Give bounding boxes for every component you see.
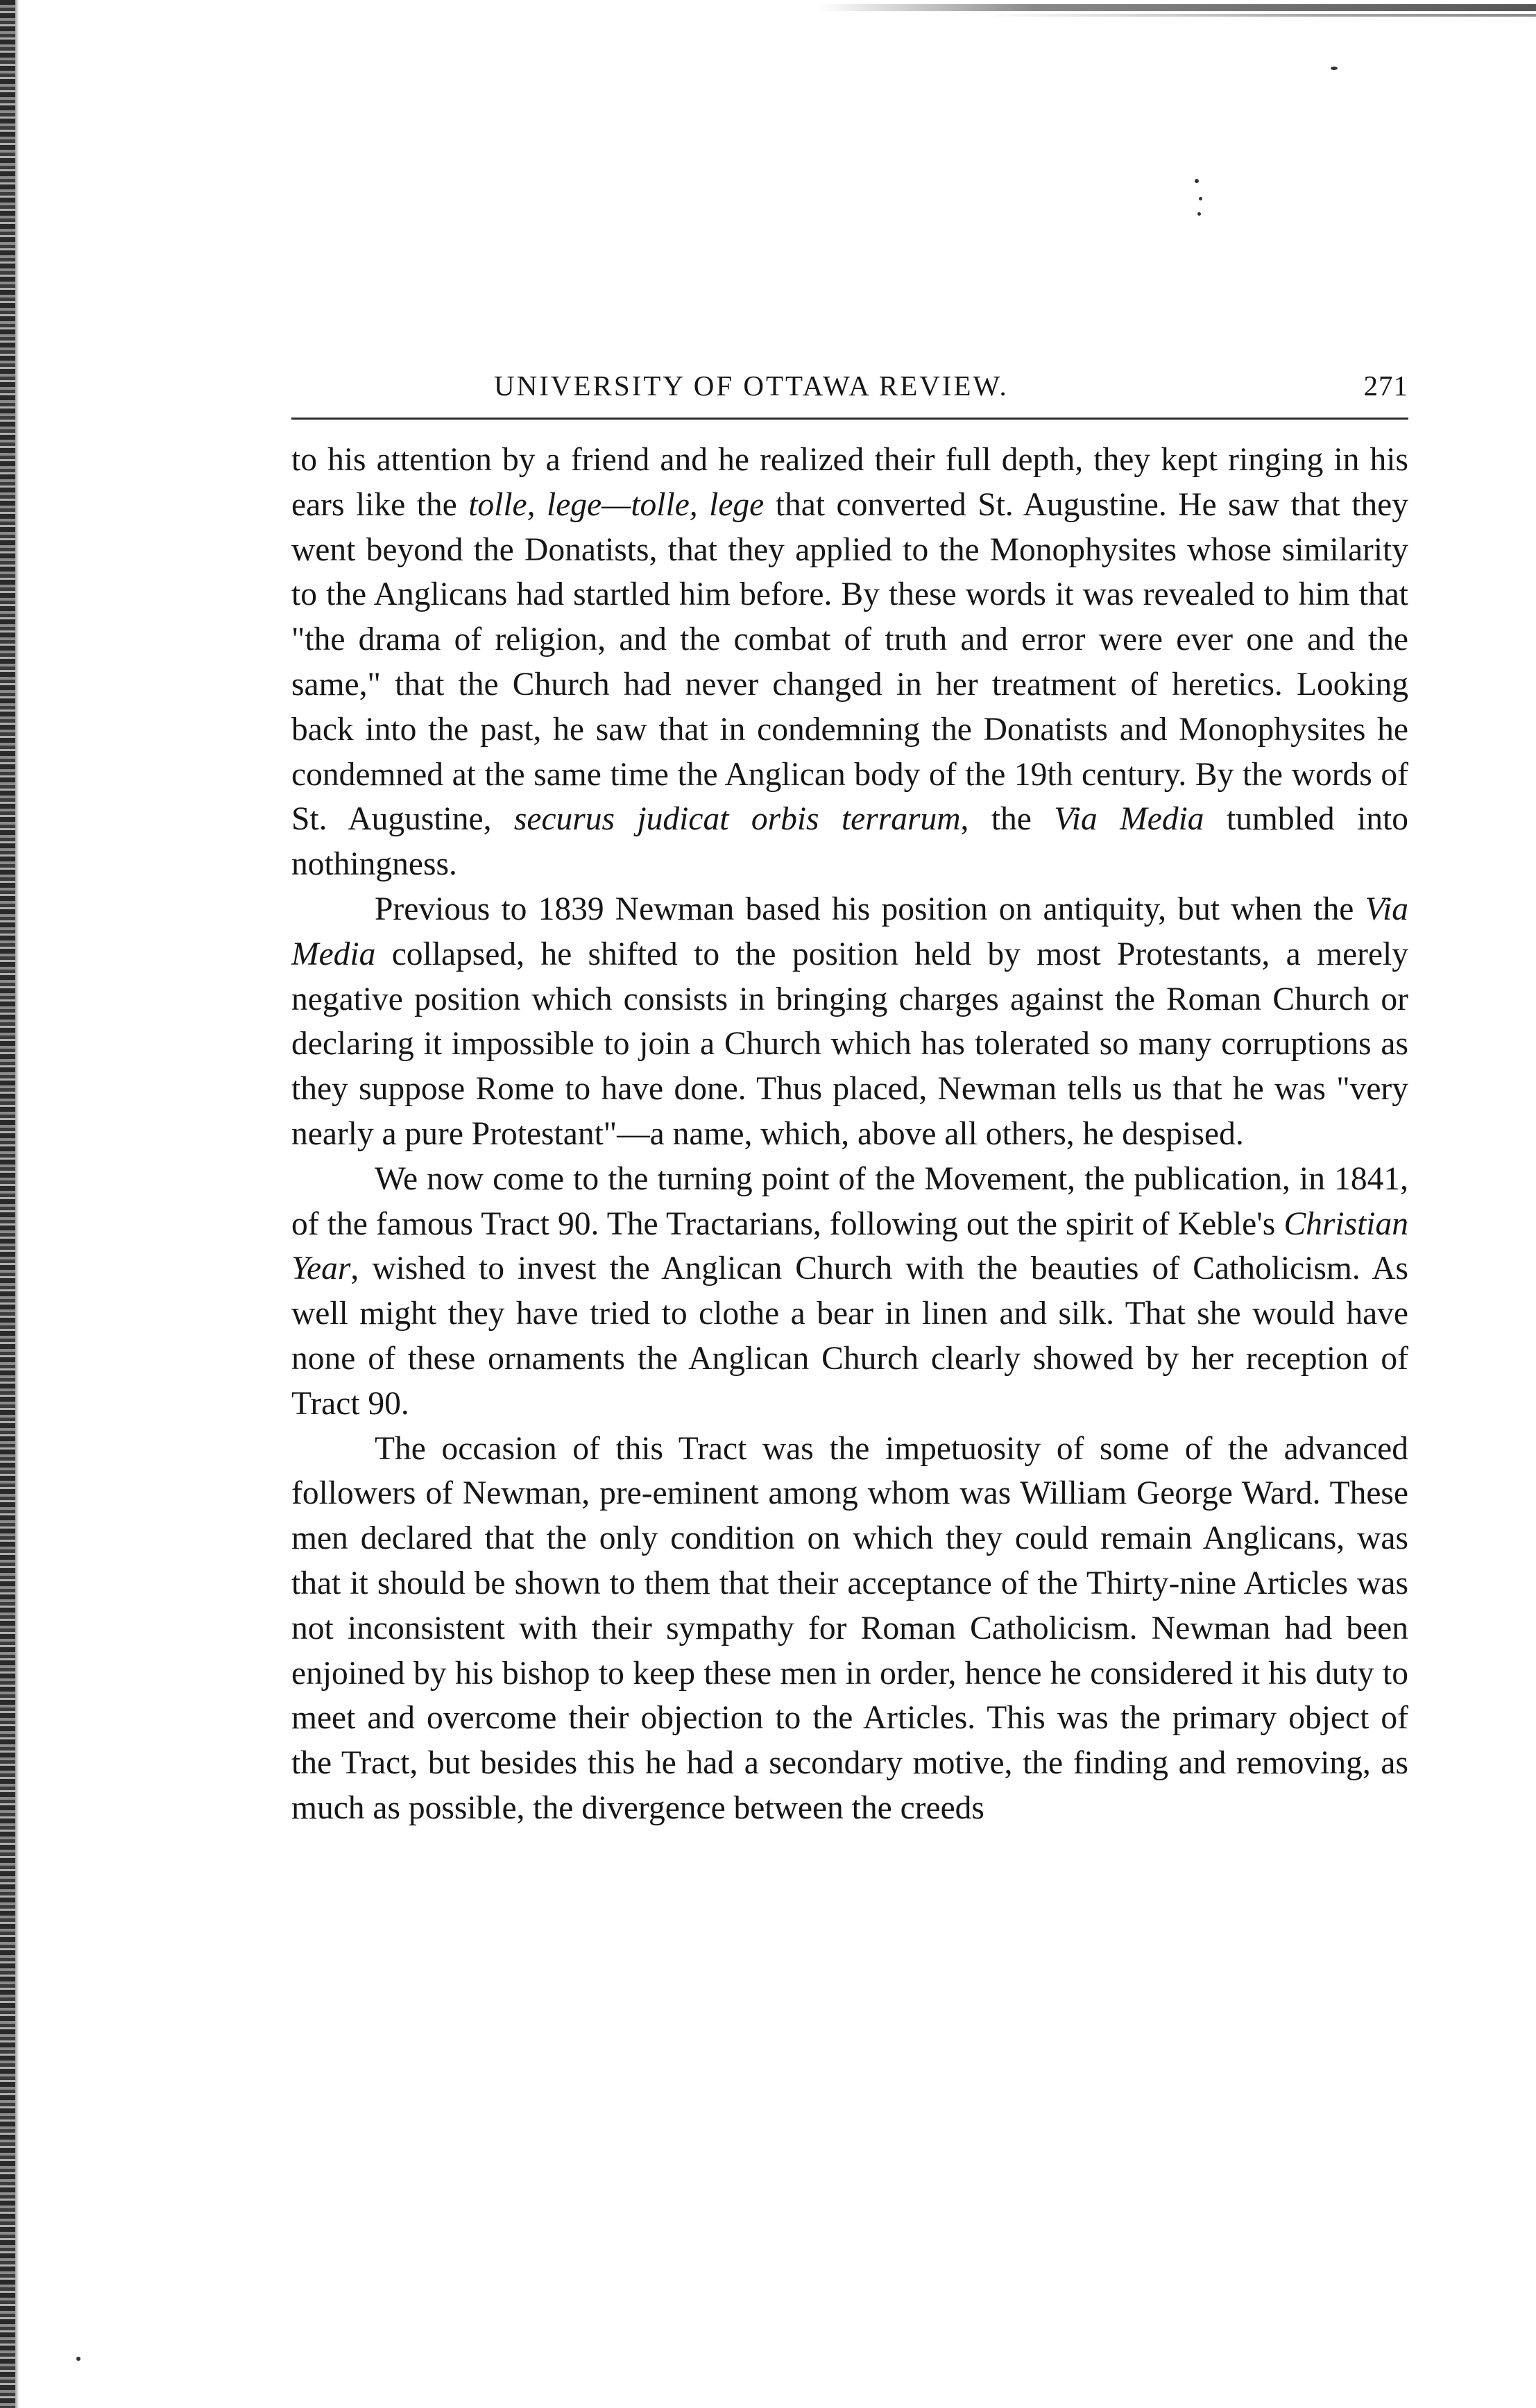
text-run: tumbled into nothingness.: [291, 801, 1408, 883]
page-number: 271: [1363, 370, 1408, 402]
binding-edge: [0, 0, 15, 2408]
italic-text: Via Media: [291, 891, 1408, 972]
text-run: Previous to 1839 Newman based his position on antiquity, but when the: [375, 891, 1365, 927]
scan-smudge: [985, 14, 1536, 17]
book-page: [291, 361, 1408, 1831]
scan-speck: [76, 2357, 80, 2361]
scan-speck: [1195, 179, 1199, 183]
running-header: [291, 361, 1408, 416]
paragraph: [291, 438, 1408, 887]
text-run: that converted St. Augustine. He saw that they went beyond the Donatists, that they applied to the Monophysites whose similarity to the Anglicans had startled him before. By these words it was revealed to him that "the drama of religion, and the combat of truth and error were ever one and the same," that the Church had never changed in her treatment of heretics. Looking back into the past, he saw that in condemning the Donatists and Monophysites he condemned at the same time the Anglican body of the 19th century. By the words of St. Augustine,: [291, 486, 1409, 838]
text-run: , the: [960, 801, 1055, 838]
scan-smudge: [819, 4, 1536, 11]
paragraph: [291, 1427, 1408, 1831]
running-title: UNIVERSITY OF OTTAWA REVIEW.: [494, 370, 1009, 402]
italic-text: Christian Year: [291, 1205, 1408, 1287]
scan-speck: [1199, 197, 1202, 200]
italic-text: tolle, lege—tolle, lege: [468, 486, 765, 523]
paragraph: [291, 1157, 1408, 1427]
paragraph: [291, 887, 1408, 1157]
text-run: collapsed, he shifted to the position held by most Protestants, a merely negative position which consists in bringing charges against the Roman Church or declaring it impossible to join a Church which has tolerated so many corruptions as they suppose Rome to have done. Thus placed, Newman tells us that he was "very nearly a pure Protestant"—a name, which, above all others, he despised.: [291, 936, 1408, 1152]
header-rule: [291, 418, 1408, 420]
italic-text: securus judicat orbis terrarum: [513, 801, 961, 838]
text-run: , wished to invest the Anglican Church with the beauties of Catholicism. As well might they have tried to clothe a bear in linen and silk. That she would have none of these ornaments the Anglican Church clearly showed by her reception of Tract 90.: [291, 1250, 1408, 1422]
scan-speck: [1331, 67, 1338, 70]
scan-speck: [1197, 212, 1201, 216]
body-text: [291, 438, 1408, 1831]
italic-text: Via Media: [1054, 801, 1204, 838]
text-run: The occasion of this Tract was the impetuosity of some of the advanced followers of Newman, pre-eminent among whom was William George Ward. These men declared that the only condition on which they could remain Anglicans, was that it should be shown to them that their acceptance of the Thirty-nine Articles was not inconsistent with their sympathy for Roman Catholicism. Newman had been enjoined by his bishop to keep these men in order, hence he considered it his duty to meet and overcome their objection to the Articles. This was the primary object of the Tract, but besides this he had a secondary motive, the finding and removing, as much as possible, the divergence between the creeds: [291, 1430, 1408, 1826]
text-run: We now come to the turning point of the Movement, the publication, in 1841, of the famous Tract 90. The Tractarians, following out the spirit of Keble's: [291, 1160, 1408, 1242]
text-run: to his attention by a friend and he realized their full depth, they kept ringing in his ears like the: [291, 442, 1408, 523]
